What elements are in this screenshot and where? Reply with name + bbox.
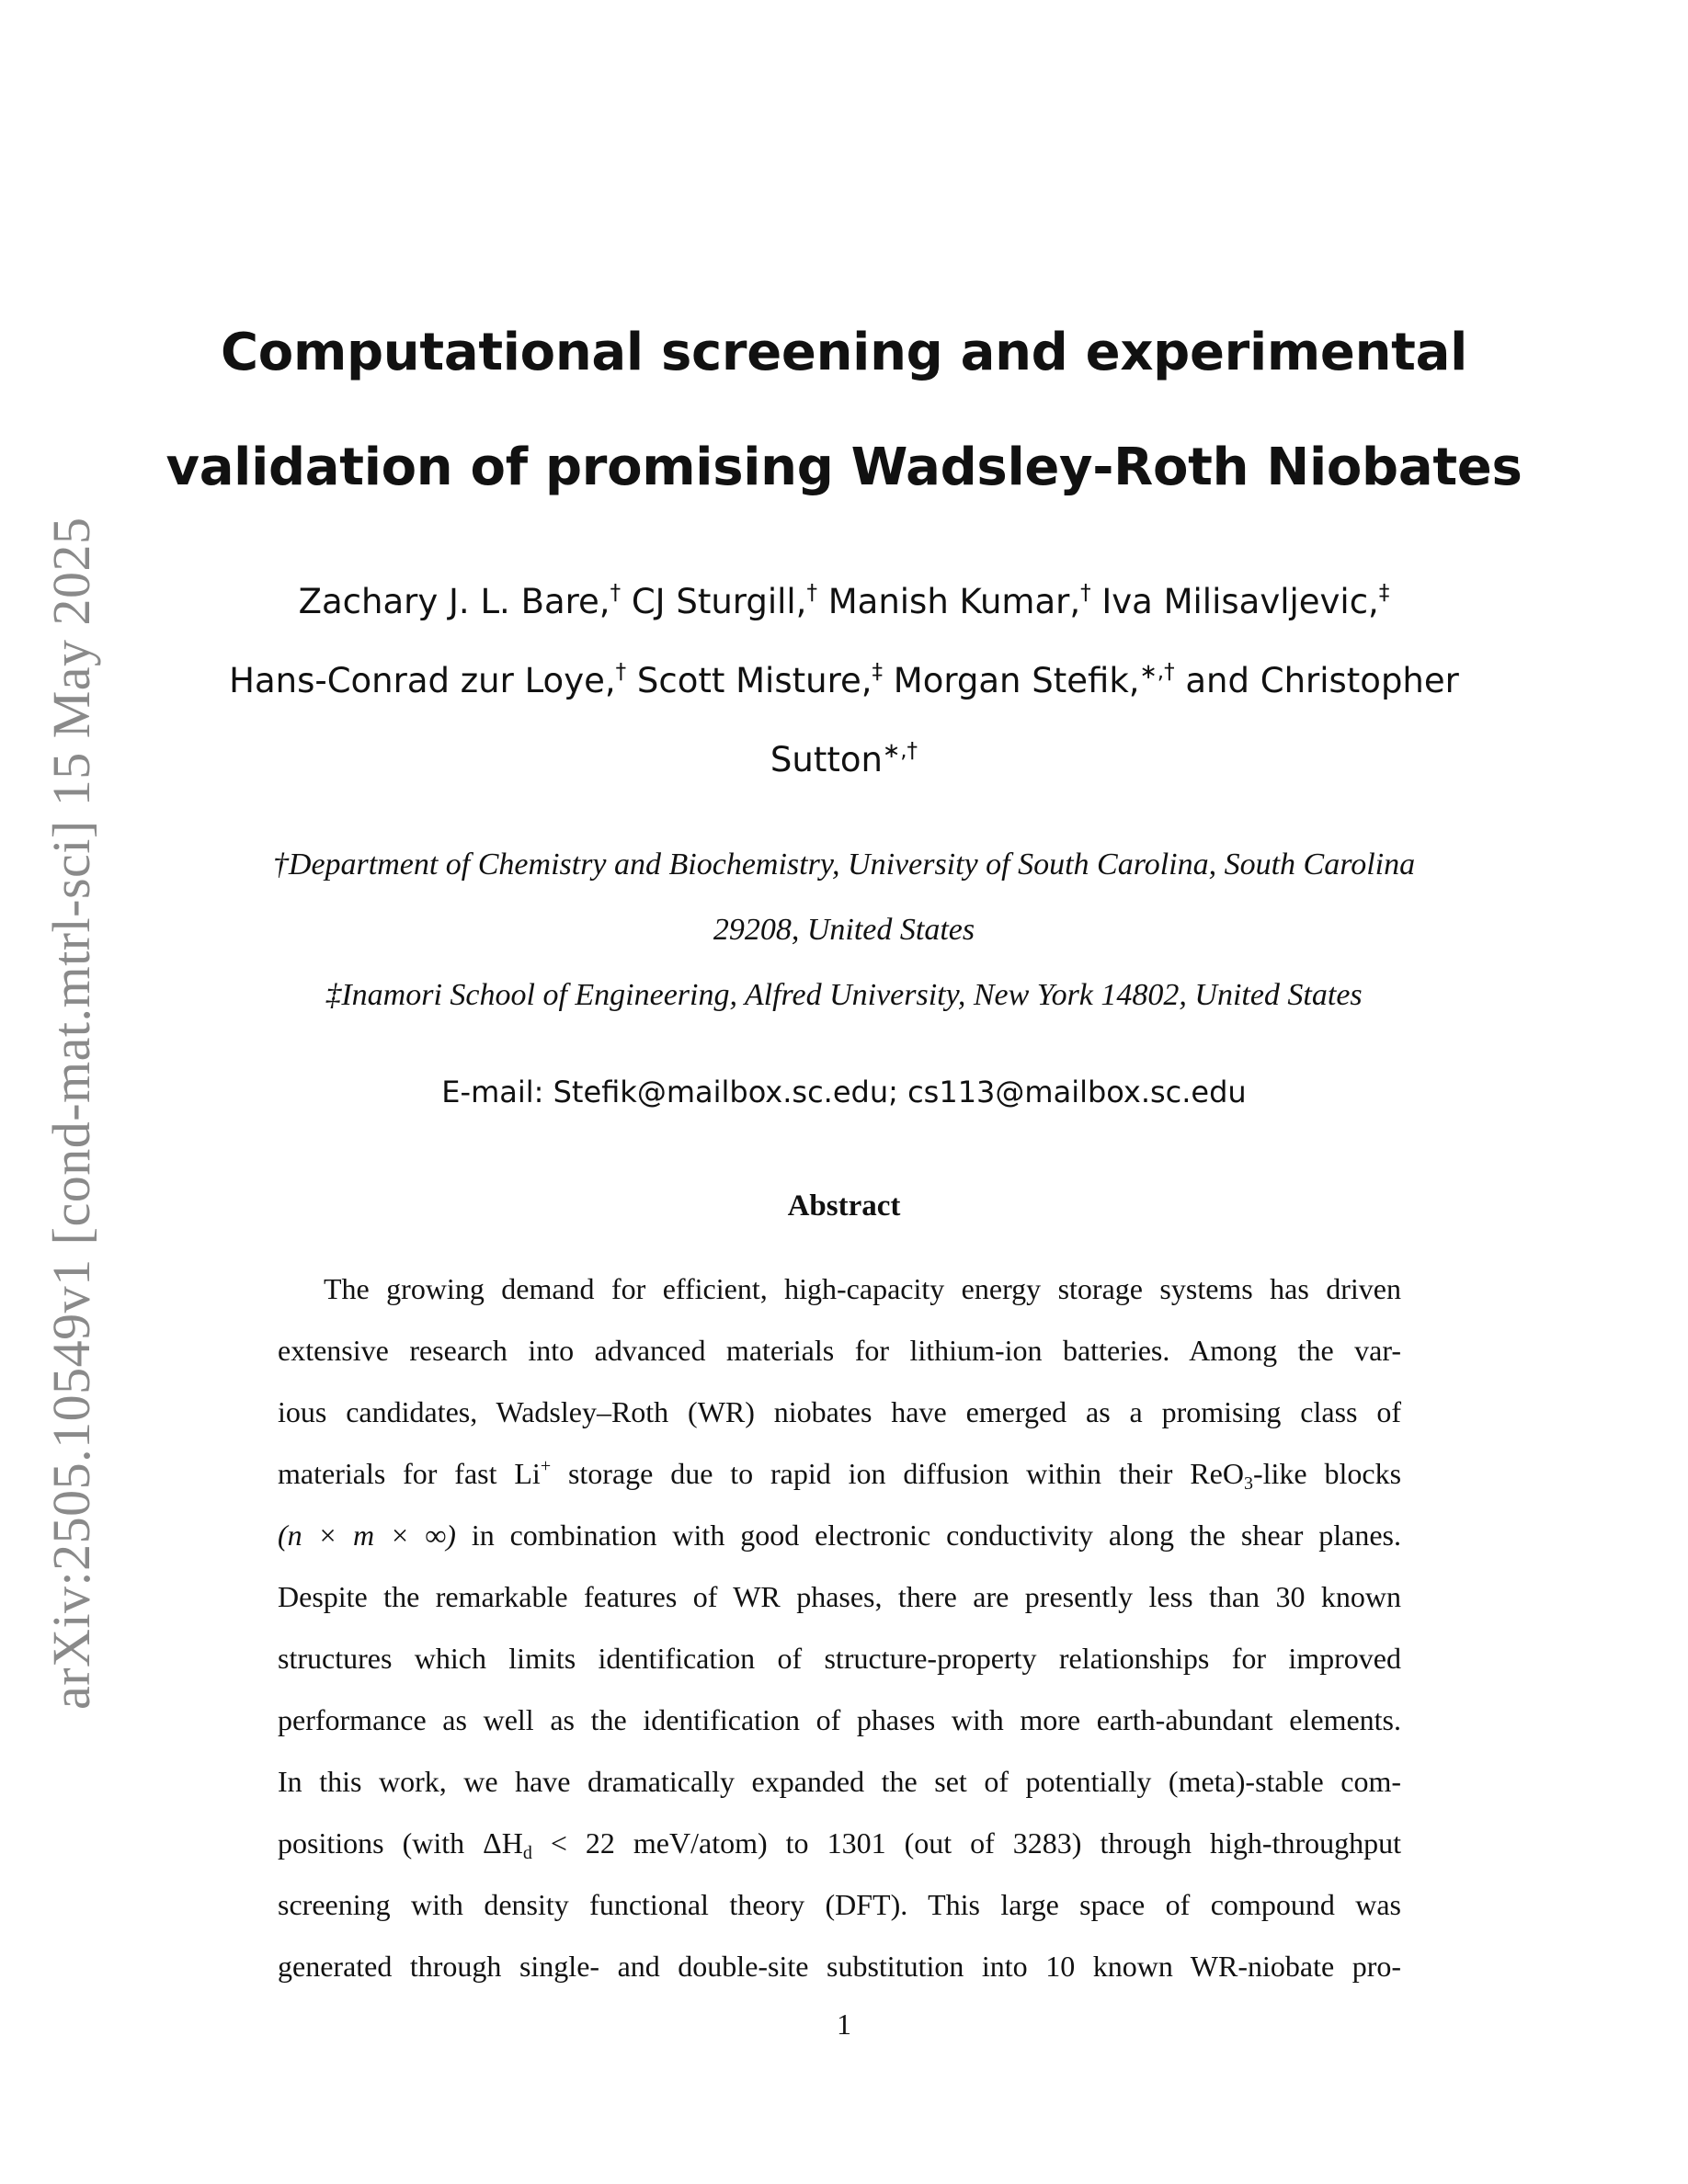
abstract-line: screening with density functional theory (DFT). This large space of compound was bbox=[278, 1888, 1401, 1921]
abstract-line: The growing demand for efficient, high-capacity energy storage systems has driven bbox=[324, 1272, 1401, 1305]
page-number: 1 bbox=[837, 2008, 851, 2041]
paper-title-line-1: Computational screening and experimental bbox=[220, 323, 1467, 382]
abstract-line: Despite the remarkable features of WR phases, there are presently less than 30 known bbox=[278, 1580, 1401, 1613]
abstract-line: ious candidates, Wadsley–Roth (WR) niobates have emerged as a promising class of bbox=[278, 1395, 1401, 1428]
author-name: Hans-Conrad zur Loye, bbox=[229, 661, 616, 700]
author-affiliation-mark: † bbox=[806, 581, 817, 605]
author-name: Sutton bbox=[770, 740, 883, 779]
author-affiliation-mark: ‡ bbox=[872, 660, 883, 684]
author-line-3 bbox=[0, 739, 1688, 779]
author-name: Zachary J. L. Bare, bbox=[298, 582, 610, 621]
author-name: Scott Misture, bbox=[636, 661, 873, 700]
author-line-1 bbox=[0, 581, 1688, 621]
author-name: and Christopher bbox=[1185, 661, 1459, 700]
abstract-line: In this work, we have dramatically expanded the set of potentially (meta)-stable com- bbox=[278, 1765, 1401, 1798]
affiliation-line-3: ‡Inamori School of Engineering, Alfred University, New York 14802, United States bbox=[325, 978, 1363, 1012]
abstract-line: materials for fast Li+ storage due to rapid ion diffusion within their ReO$_3$-like blocks bbox=[278, 1456, 1402, 1494]
author-line-2 bbox=[0, 660, 1688, 700]
arxiv-identifier-stamp: arXiv:2505.10549v1 [cond-mat.mtrl-sci] 15 May 2025 bbox=[41, 517, 101, 1710]
author-affiliation-mark: ∗,† bbox=[882, 739, 918, 763]
abstract-line: generated through single- and double-site substitution into 10 known WR-niobate pro- bbox=[278, 1950, 1401, 1983]
abstract-heading: Abstract bbox=[787, 1189, 901, 1223]
corresponding-email: E-mail: Stefik@mailbox.sc.edu; cs113@mailbox.sc.edu bbox=[441, 1075, 1247, 1109]
abstract-line: performance as well as the identification of phases with more earth-abundant elements. bbox=[278, 1703, 1401, 1736]
abstract-line: extensive research into advanced materials for lithium-ion batteries. Among the var- bbox=[278, 1334, 1401, 1367]
abstract-line: positions (with $\Delta H_d < 22$ meV/atom) to 1301 (out of 3283) through high-throughput bbox=[278, 1826, 1402, 1863]
paper-title-line-2: validation of promising Wadsley-Roth Niobates bbox=[165, 438, 1523, 497]
author-name: Manish Kumar, bbox=[827, 582, 1081, 621]
author-affiliation-mark: † bbox=[1080, 581, 1091, 605]
author-name: CJ Sturgill, bbox=[631, 582, 807, 621]
author-affiliation-mark: † bbox=[610, 581, 622, 605]
affiliation-line-1: †Department of Chemistry and Biochemistry, University of South Carolina, South Carolina bbox=[272, 847, 1416, 882]
author-name: Morgan Stefik, bbox=[893, 661, 1140, 700]
author-affiliation-mark: † bbox=[615, 660, 627, 684]
affiliation-line-2: 29208, United States bbox=[713, 913, 975, 947]
author-affiliation-mark: ∗,† bbox=[1139, 660, 1175, 684]
author-name: Iva Milisavljevic, bbox=[1101, 582, 1379, 621]
author-affiliation-mark: ‡ bbox=[1378, 581, 1390, 605]
abstract-line: structures which limits identification of structure-property relationships for improved bbox=[278, 1642, 1401, 1675]
abstract-line: (n × m × ∞) in combination with good electronic conductivity along the shear planes. bbox=[278, 1519, 1402, 1552]
